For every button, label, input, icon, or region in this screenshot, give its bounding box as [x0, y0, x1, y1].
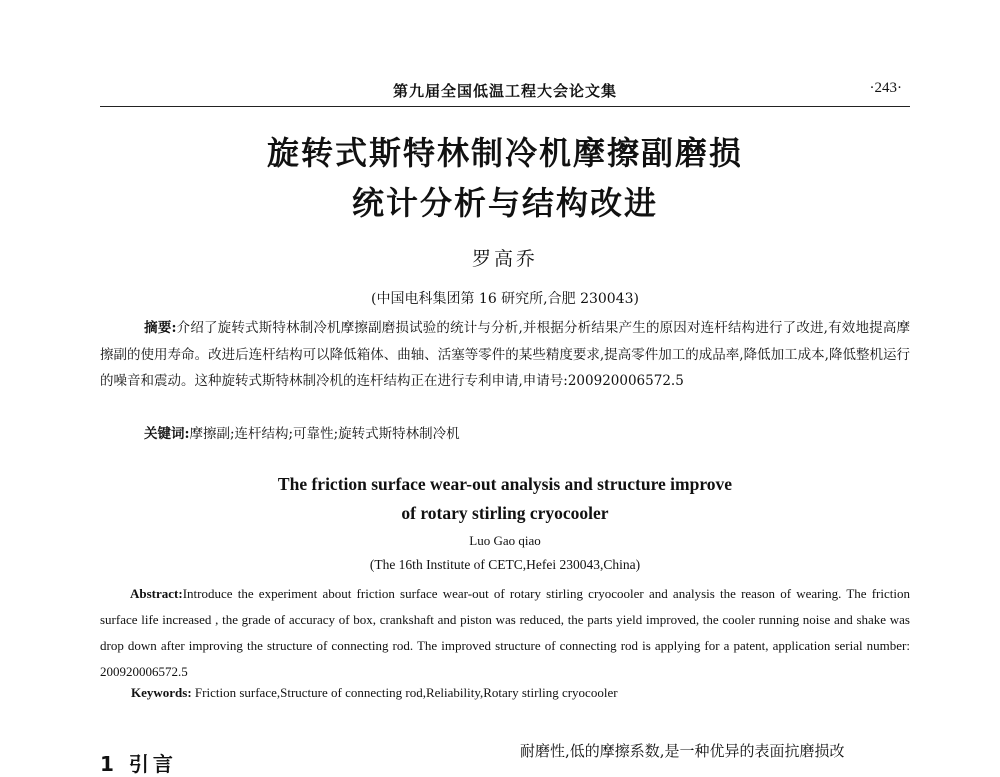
journal-title: 第九届全国低温工程大会论文集 — [392, 82, 617, 100]
section-title: 引言 — [128, 752, 177, 776]
abstract-en-text: Introduce the experiment about friction surface wear-out of rotary stirling cryocooler and analysis the reason of wearing. The friction surface life increased , the grade of accuracy of box, crankshaft and piston was reduced, the parts yield improved, the cooler running noise and shake was drop down after improving the structure of connecting rod. The improved structure of connecting rod is applying for a patent, application serial number: 200920006572.5 — [100, 586, 910, 679]
paper-title-en-line1: The friction surface wear-out analysis and structure improve — [277, 474, 733, 494]
paper-title-en-line2: of rotary stirling cryocooler — [401, 503, 609, 523]
keywords-en-text: Friction surface,Structure of connecting rod,Reliability,Rotary stirling cryocooler — [194, 685, 618, 700]
page-number: ·243· — [869, 80, 902, 96]
author-en: Luo Gao qiao — [469, 533, 541, 548]
abstract-cn-text: 介绍了旋转式斯特林制冷机摩擦副磨损试验的统计与分析,并根据分析结果产生的原因对连杆结构进行了改进,有效地提高摩擦副的使用寿命。改进后连杆结构可以降低箱体、曲轴、活塞等零件的某些精度要求,提高零件加工的成品率,降低加工成本,降低整机运行的噪音和震动。这种旋转式斯特林制冷机的连杆结构正在进行专利申请,申请号:200920006572.5 — [100, 320, 910, 389]
abstract-cn — [100, 315, 910, 395]
abstract-cn-label: 摘要: — [144, 320, 177, 336]
abstract-en — [100, 581, 910, 685]
keywords-en — [131, 685, 618, 701]
paper-title-cn-line1: 旋转式斯特林制冷机摩擦副磨损 — [266, 134, 743, 172]
body-text-right-column: 耐磨性,低的摩擦系数,是一种优异的表面抗磨损改 — [520, 742, 845, 760]
running-header — [100, 78, 910, 107]
author-cn: 罗高乔 — [471, 248, 538, 270]
keywords-cn-text: 摩擦副;连杆结构;可靠性;旋转式斯特林制冷机 — [189, 426, 460, 442]
keywords-en-label: Keywords: — [131, 685, 192, 700]
abstract-en-label: Abstract: — [130, 586, 183, 601]
affiliation-en: (The 16th Institute of CETC,Hefei 230043,China) — [369, 557, 641, 572]
affiliation-cn: (中国电科集团第 16 研究所,合肥 230043) — [371, 291, 639, 307]
keywords-cn-label: 关键词: — [144, 426, 190, 442]
section-heading-introduction — [100, 748, 177, 777]
section-number: 1 — [100, 752, 118, 776]
paper-title-cn-line2: 统计分析与结构改进 — [351, 184, 658, 222]
keywords-cn — [144, 422, 460, 442]
